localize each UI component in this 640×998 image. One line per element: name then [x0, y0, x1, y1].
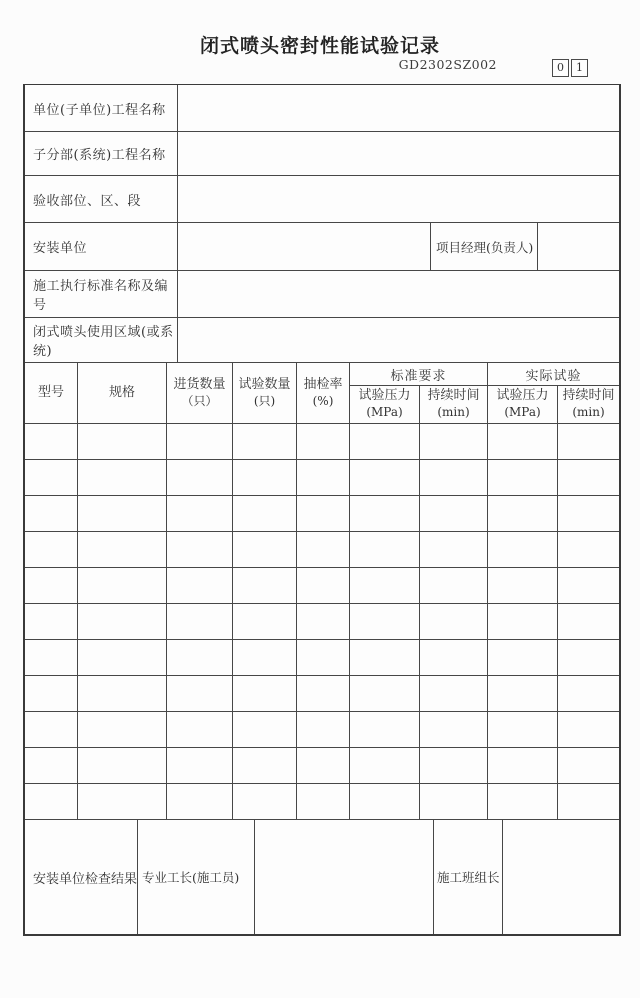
act-duration-unit: (min) [572, 405, 605, 420]
row-sub-project [25, 132, 619, 176]
group-actual-cols [488, 386, 619, 423]
sub-project-value [178, 132, 619, 175]
cell-act-duration [558, 496, 619, 531]
table-row [25, 748, 619, 784]
col-header-spec [78, 363, 167, 423]
cell-std-duration [420, 532, 488, 567]
cell-spec [78, 424, 167, 459]
group-actual-test [488, 363, 619, 423]
cell-test-qty [233, 784, 297, 819]
col-header-act-pressure [488, 386, 558, 423]
install-unit-value [178, 223, 431, 270]
cell-test-qty [233, 604, 297, 639]
team-leader-label: 施工班组长 [434, 820, 503, 934]
cell-act-duration [558, 712, 619, 747]
unit-project-label: 单位(子单位)工程名称 [25, 85, 178, 131]
table-row [25, 712, 619, 748]
cell-spec [78, 604, 167, 639]
cell-std-duration [420, 496, 488, 531]
page-number-box-0: 0 [552, 59, 569, 77]
row-acceptance-part [25, 176, 619, 223]
col-header-sample-rate [297, 363, 350, 423]
cell-sample-rate [297, 532, 350, 567]
cell-test-qty [233, 496, 297, 531]
cell-sample-rate [297, 712, 350, 747]
act-pressure-unit: (MPa) [504, 405, 541, 420]
install-unit-label: 安装单位 [25, 223, 178, 270]
cell-model [25, 712, 78, 747]
cell-test-qty [233, 748, 297, 783]
cell-incoming-qty [167, 640, 233, 675]
cell-std-duration [420, 604, 488, 639]
row-unit-project [25, 85, 619, 132]
cell-spec [78, 496, 167, 531]
group-standard-requirement [350, 363, 488, 423]
cell-std-pressure [350, 712, 420, 747]
col-header-act-duration [558, 386, 619, 423]
cell-test-qty [233, 676, 297, 711]
table-row [25, 460, 619, 496]
cell-std-pressure [350, 640, 420, 675]
sample-rate-unit: (%) [312, 393, 334, 408]
form-code: GD2302SZ002 [398, 57, 497, 72]
cell-sample-rate [297, 424, 350, 459]
cell-std-duration [420, 676, 488, 711]
cell-spec [78, 568, 167, 603]
cell-sample-rate [297, 604, 350, 639]
cell-model [25, 604, 78, 639]
std-duration-unit: (min) [437, 405, 470, 420]
cell-incoming-qty [167, 496, 233, 531]
table-row [25, 568, 619, 604]
cell-spec [78, 784, 167, 819]
cell-model [25, 424, 78, 459]
col-header-std-pressure [350, 386, 420, 423]
cell-incoming-qty [167, 460, 233, 495]
col-header-spec-text: 规格 [108, 384, 135, 400]
sub-project-label: 子分部(系统)工程名称 [25, 132, 178, 175]
cell-std-pressure [350, 784, 420, 819]
table-row [25, 640, 619, 676]
cell-act-pressure [488, 640, 558, 675]
usage-area-label: 闭式喷头使用区域(或系统) [25, 318, 178, 362]
cell-incoming-qty [167, 712, 233, 747]
cell-incoming-qty [167, 676, 233, 711]
unit-project-value [178, 85, 619, 131]
act-duration-text: 持续时间 [562, 388, 615, 404]
cell-std-duration [420, 460, 488, 495]
cell-act-pressure [488, 604, 558, 639]
cell-test-qty [233, 568, 297, 603]
group-actual-title: 实际试验 [488, 363, 619, 386]
cell-sample-rate [297, 784, 350, 819]
row-install-unit [25, 223, 619, 271]
test-qty-text: 试验数量 [238, 376, 291, 392]
cell-act-pressure [488, 532, 558, 567]
cell-test-qty [233, 640, 297, 675]
cell-std-pressure [350, 496, 420, 531]
incoming-qty-unit: （只） [181, 393, 218, 408]
cell-std-pressure [350, 604, 420, 639]
cell-std-pressure [350, 748, 420, 783]
page-number-box-1: 1 [571, 59, 588, 77]
cell-act-duration [558, 676, 619, 711]
cell-act-duration [558, 568, 619, 603]
cell-model [25, 676, 78, 711]
standard-label: 施工执行标准名称及编号 [25, 271, 178, 317]
project-manager-value [538, 223, 619, 270]
incoming-qty-text: 进货数量 [173, 376, 226, 392]
cell-model [25, 748, 78, 783]
table-row [25, 784, 619, 820]
cell-std-duration [420, 784, 488, 819]
cell-model [25, 460, 78, 495]
cell-std-pressure [350, 460, 420, 495]
cell-spec [78, 640, 167, 675]
cell-act-pressure [488, 748, 558, 783]
cell-sample-rate [297, 676, 350, 711]
cell-act-pressure [488, 424, 558, 459]
cell-model [25, 532, 78, 567]
group-standard-cols [350, 386, 487, 423]
cell-std-pressure [350, 568, 420, 603]
cell-sample-rate [297, 748, 350, 783]
test-table-body [25, 424, 619, 820]
form-title: 闭式喷头密封性能试验记录 [199, 35, 440, 57]
col-header-model [25, 363, 78, 423]
cell-std-duration [420, 748, 488, 783]
cell-std-pressure [350, 424, 420, 459]
act-pressure-text: 试验压力 [496, 388, 549, 404]
cell-act-duration [558, 748, 619, 783]
cell-test-qty [233, 712, 297, 747]
usage-area-value [178, 318, 619, 362]
cell-act-duration [558, 424, 619, 459]
cell-act-duration [558, 460, 619, 495]
test-qty-unit: (只) [253, 393, 276, 408]
cell-sample-rate [297, 568, 350, 603]
foreman-signature-area [255, 820, 434, 934]
cell-std-pressure [350, 676, 420, 711]
cell-act-pressure [488, 676, 558, 711]
cell-test-qty [233, 460, 297, 495]
cell-sample-rate [297, 496, 350, 531]
cell-std-duration [420, 424, 488, 459]
std-pressure-text: 试验压力 [358, 388, 411, 404]
cell-model [25, 496, 78, 531]
cell-std-duration [420, 640, 488, 675]
cell-incoming-qty [167, 424, 233, 459]
row-usage-area [25, 318, 619, 363]
cell-spec [78, 676, 167, 711]
check-result-label: 安装单位检查结果 [25, 820, 138, 934]
cell-model [25, 568, 78, 603]
footer-row [25, 820, 619, 934]
cell-sample-rate [297, 460, 350, 495]
cell-spec [78, 532, 167, 567]
cell-sample-rate [297, 640, 350, 675]
cell-model [25, 640, 78, 675]
cell-act-pressure [488, 784, 558, 819]
table-row [25, 496, 619, 532]
cell-incoming-qty [167, 748, 233, 783]
project-manager-label: 项目经理(负责人) [431, 223, 538, 270]
cell-incoming-qty [167, 532, 233, 567]
col-header-incoming-qty [167, 363, 233, 423]
cell-act-pressure [488, 568, 558, 603]
table-row [25, 604, 619, 640]
cell-incoming-qty [167, 784, 233, 819]
cell-act-duration [558, 640, 619, 675]
cell-incoming-qty [167, 568, 233, 603]
cell-test-qty [233, 532, 297, 567]
col-header-std-duration [420, 386, 487, 423]
table-row [25, 676, 619, 712]
std-duration-text: 持续时间 [427, 388, 480, 404]
cell-std-duration [420, 568, 488, 603]
cell-act-duration [558, 784, 619, 819]
cell-std-pressure [350, 532, 420, 567]
std-pressure-unit: (MPa) [366, 405, 403, 420]
test-table-header [25, 363, 619, 424]
acceptance-part-label: 验收部位、区、段 [25, 176, 178, 222]
cell-act-pressure [488, 712, 558, 747]
cell-act-duration [558, 604, 619, 639]
table-row [25, 424, 619, 460]
cell-act-pressure [488, 460, 558, 495]
col-header-test-qty [233, 363, 297, 423]
form-sheet [23, 84, 621, 936]
row-standard [25, 271, 619, 318]
cell-spec [78, 712, 167, 747]
group-standard-title: 标准要求 [350, 363, 487, 386]
cell-test-qty [233, 424, 297, 459]
cell-std-duration [420, 712, 488, 747]
cell-incoming-qty [167, 604, 233, 639]
foreman-label: 专业工长(施工员) [138, 820, 255, 934]
cell-spec [78, 748, 167, 783]
cell-spec [78, 460, 167, 495]
table-row [25, 532, 619, 568]
acceptance-part-value [178, 176, 619, 222]
cell-act-pressure [488, 496, 558, 531]
col-header-model-text: 型号 [37, 384, 64, 400]
cell-act-duration [558, 532, 619, 567]
standard-value [178, 271, 619, 317]
team-leader-signature-area [503, 820, 619, 934]
sample-rate-text: 抽检率 [303, 376, 343, 392]
cell-model [25, 784, 78, 819]
